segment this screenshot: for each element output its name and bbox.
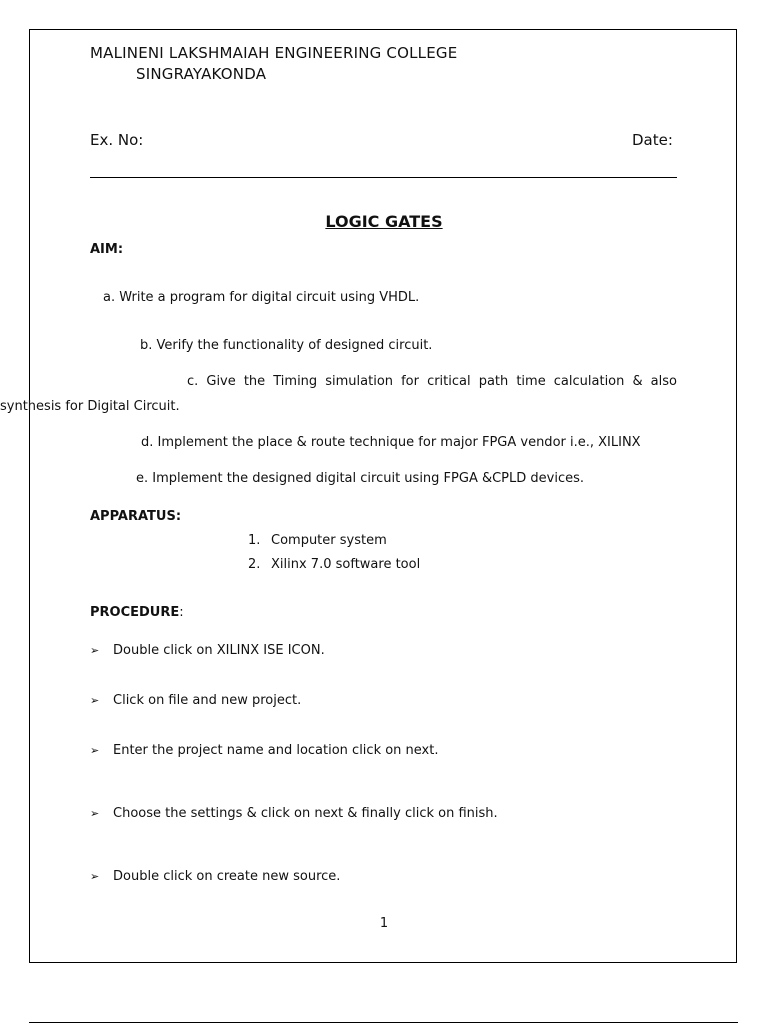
college-location: SINGRAYAKONDA [136,65,267,83]
aim-item-c: c. Give the Timing simulation for critical path time calculation & also [187,374,677,389]
next-page-top-border [29,1022,738,1023]
apparatus-item [248,557,420,581]
page-number: 1 [379,916,389,931]
college-name: MALINENI LAKSHMAIAH ENGINEERING COLLEGE [90,44,458,62]
arrow-bullet-icon: ➢ [90,644,100,657]
procedure-step [90,693,301,708]
aim-item-c-continued: synthesis for Digital Circuit. [0,399,180,414]
procedure-step [90,806,498,821]
apparatus-item-number: 1. [248,533,261,548]
date-label: Date: [632,131,673,149]
page-border [29,29,737,963]
procedure-step [90,869,340,884]
aim-item-a: a. Write a program for digital circuit using VHDL. [103,290,420,305]
procedure-step-text: Click on file and new project. [113,693,302,708]
procedure-heading [90,605,184,620]
ex-no-label: Ex. No: [90,131,144,149]
apparatus-item-text: Xilinx 7.0 software tool [271,557,421,572]
apparatus-item-number: 2. [248,557,261,572]
procedure-step-text: Double click on XILINX ISE ICON. [113,643,325,658]
arrow-bullet-icon: ➢ [90,694,100,707]
arrow-bullet-icon: ➢ [90,744,100,757]
page-title: LOGIC GATES [325,212,443,231]
apparatus-item [248,533,420,557]
procedure-step-text: Enter the project name and location click on next. [113,743,439,758]
procedure-step [90,743,438,758]
procedure-step-text: Double click on create new source. [113,869,341,884]
arrow-bullet-icon: ➢ [90,807,100,820]
arrow-bullet-icon: ➢ [90,870,100,883]
apparatus-item-text: Computer system [271,533,387,548]
apparatus-heading: APPARATUS: [90,509,182,524]
aim-heading: AIM: [90,242,124,257]
procedure-heading-text: PROCEDURE [90,605,180,620]
aim-item-e: e. Implement the designed digital circuit using FPGA &CPLD devices. [136,471,585,486]
aim-item-d: d. Implement the place & route technique for major FPGA vendor i.e., XILINX [141,435,641,450]
header-rule [90,177,677,178]
aim-item-b: b. Verify the functionality of designed circuit. [140,338,433,353]
procedure-step-text: Choose the settings & click on next & finally click on finish. [113,806,498,821]
procedure-heading-colon: : [179,605,184,620]
apparatus-list [248,533,420,581]
procedure-step [90,643,325,658]
